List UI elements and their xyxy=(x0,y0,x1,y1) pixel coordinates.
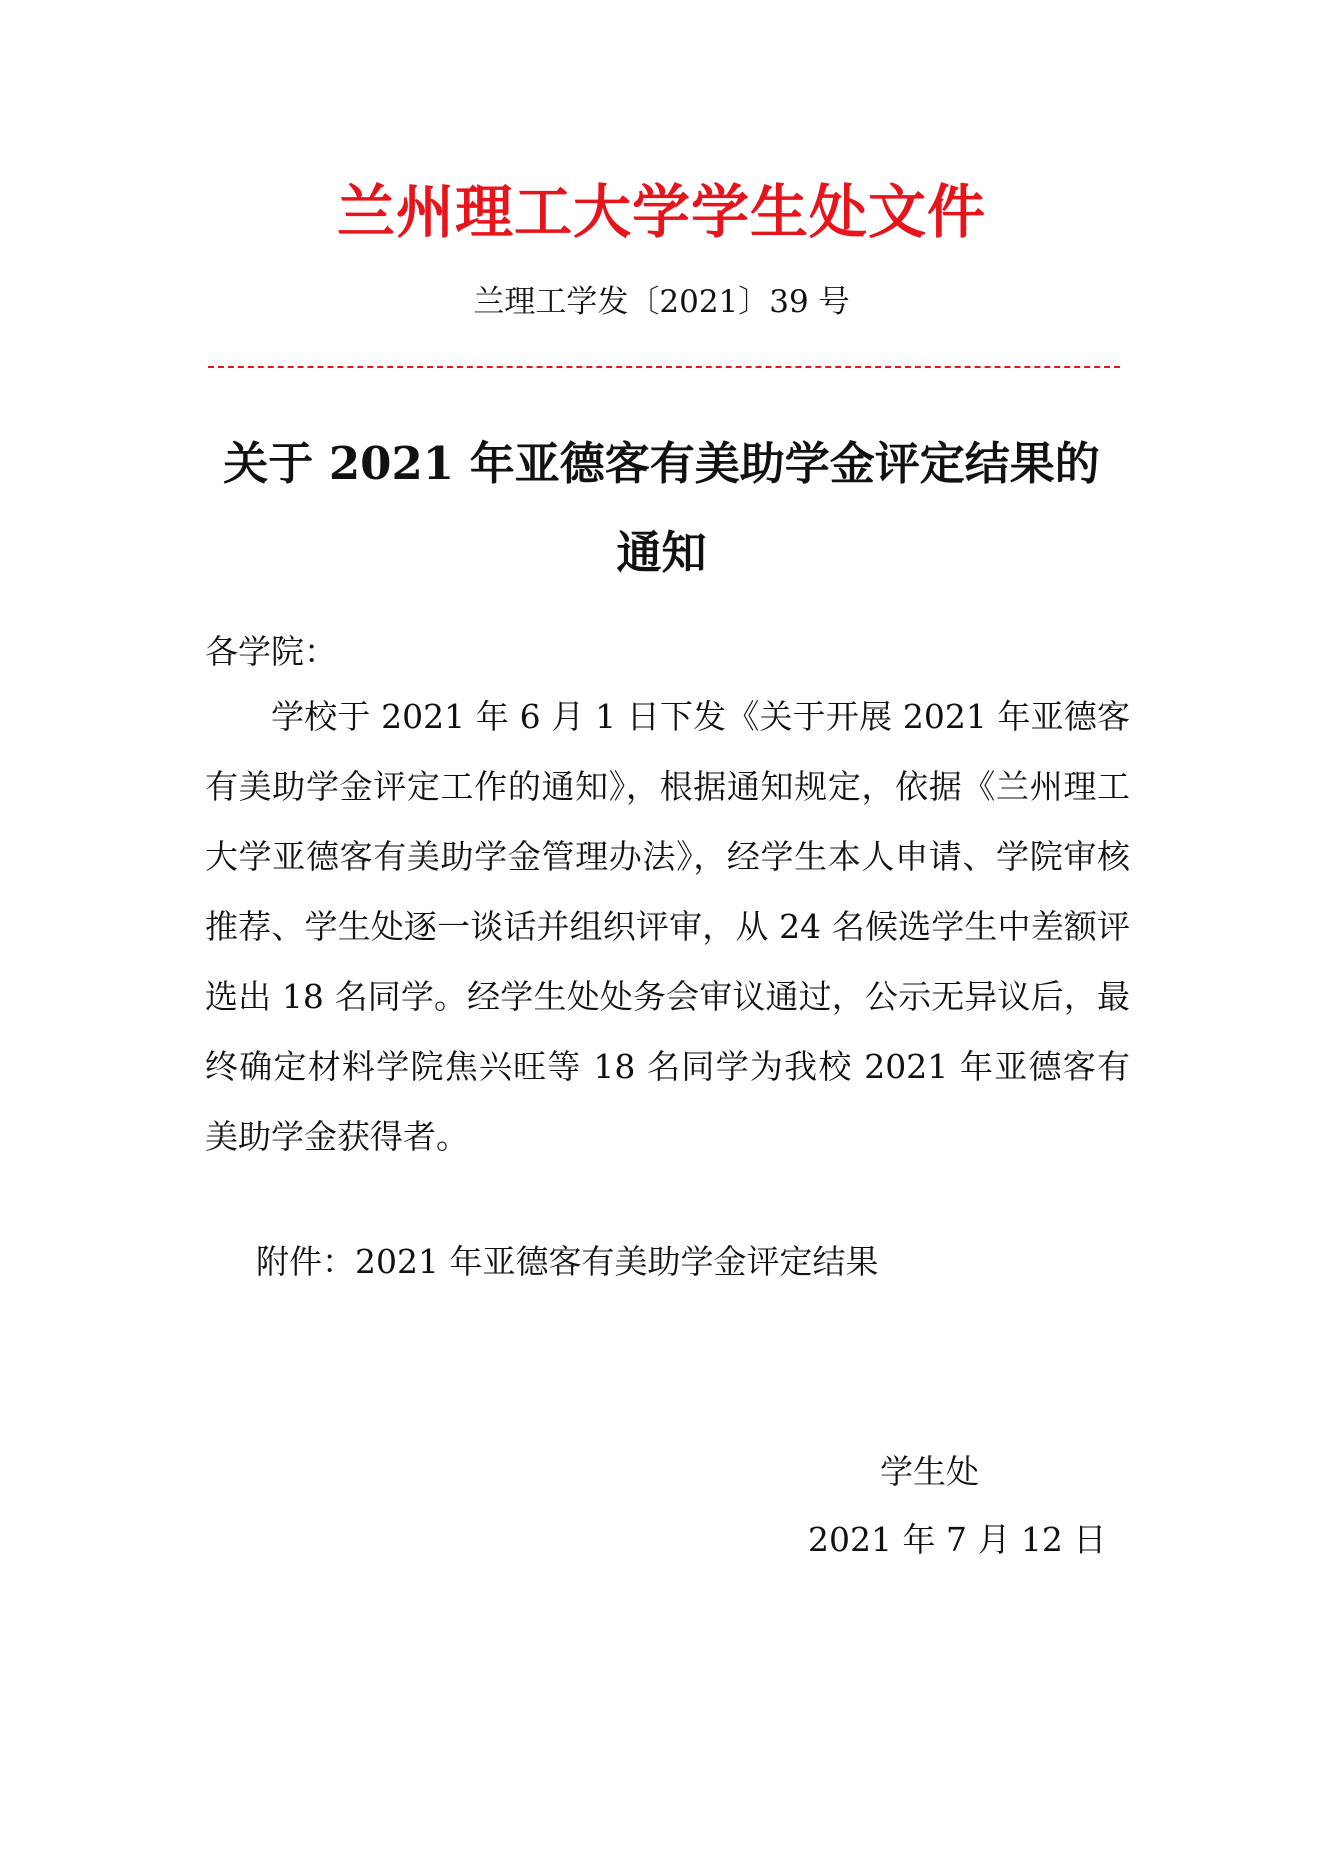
notice-title-line-2: 通知 xyxy=(616,526,707,579)
notice-title-line-1: 关于 2021 年亚德客有美助学金评定结果的 xyxy=(223,437,1100,490)
red-divider xyxy=(208,366,1120,368)
salutation: 各学院： xyxy=(205,632,337,671)
issuing-office: 学生处 xyxy=(880,1452,979,1491)
body-paragraph: 学校于 2021 年 6 月 1 日下发《关于开展 2021 年亚德客有美助学金评定工作的通知》，根据通知规定，依据《兰州理工大学亚德客有美助学金管理办法》，经学生本人申请、学院审核推荐、学生处逐一谈话并组织评审，从 24 名候选学生中差额评选出 18 名同学。经学生处处务会审议通过，公示无异议后，最终确定材料学院焦兴旺等 18 名同学为我校 2021 年亚德客有美助学金获得者。 xyxy=(205,697,1130,1156)
issue-date: 2021 年 7 月 12 日 xyxy=(808,1520,1107,1559)
document-masthead: 兰州理工大学学生处文件 xyxy=(336,178,986,246)
attachment-line: 附件：2021 年亚德客有美助学金评定结果 xyxy=(256,1242,879,1281)
document-number: 兰理工学发〔2021〕39 号 xyxy=(473,284,850,320)
